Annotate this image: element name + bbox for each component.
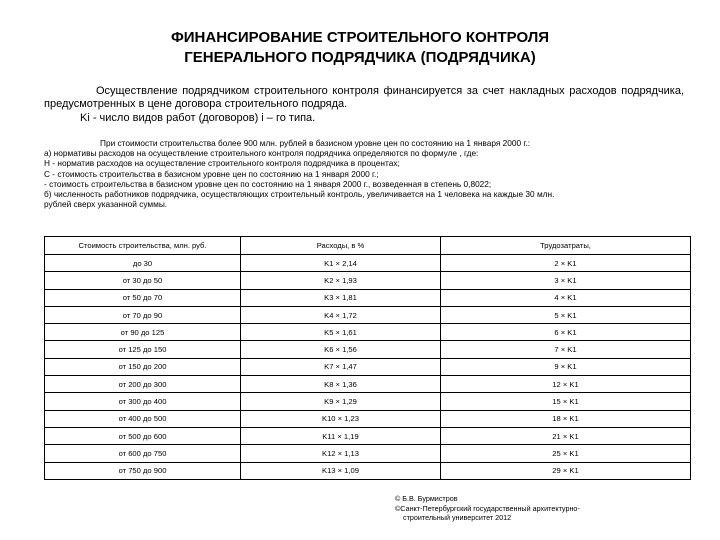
header-expenses: Расходы, в % [241, 237, 441, 255]
table-row [45, 462, 691, 479]
table-row [45, 324, 691, 341]
condition-line: рублей сверх указанной суммы. [44, 199, 168, 210]
cell-expenses: K1 × 2,14 [241, 255, 441, 272]
condition-line: б) численность работников подрядчика, осуществляющих строительный контроль, увеличивается на 1 человека на каждые 30 млн. [44, 189, 555, 200]
conditions-block [44, 138, 686, 209]
cell-expenses: K7 × 1,47 [241, 358, 441, 375]
cell-labor: 9 × K1 [441, 358, 691, 375]
condition-line: При стоимости строительства более 900 млн. рублей в базисном уровне цен по состоянию на 1 января 2000 г.: [100, 138, 531, 148]
title-line-2: ГЕНЕРАЛЬНОГО ПОДРЯДЧИКА (ПОДРЯДЧИКА) [184, 49, 536, 66]
table-row [45, 376, 691, 393]
condition-line: Н - норматив расходов на осуществление строительного контроля подрядчика в процентах; [44, 158, 400, 169]
cell-expenses: K6 × 1,56 [241, 341, 441, 358]
table-row [45, 358, 691, 375]
table-row [45, 445, 691, 462]
table-row [45, 427, 691, 444]
condition-line: - стоимость строительства в базисном уровне цен по состоянию на 1 января 2000 г., возведенная в степень 0,8022; [44, 178, 492, 189]
copyright-university-cont: строительный университет 2012 [403, 513, 512, 522]
intro-text [44, 85, 684, 125]
cost-table [44, 236, 691, 480]
cell-cost: от 150 до 200 [45, 358, 241, 375]
cell-cost: от 50 до 70 [45, 289, 241, 306]
condition-line: а) нормативы расходов на осуществление строительного контроля подрядчика определяются по формуле , где: [44, 148, 479, 159]
cell-expenses: K11 × 1,19 [241, 427, 441, 444]
table-row [45, 255, 691, 272]
table-row [45, 272, 691, 289]
cell-cost: от 125 до 150 [45, 341, 241, 358]
cell-expenses: K12 × 1,13 [241, 445, 441, 462]
cell-cost: от 200 до 300 [45, 376, 241, 393]
cell-labor: 15 × K1 [441, 393, 691, 410]
table-row [45, 306, 691, 323]
cell-labor: 25 × K1 [441, 445, 691, 462]
cell-labor: 3 × K1 [441, 272, 691, 289]
cell-labor: 2 × K1 [441, 255, 691, 272]
table-row [45, 410, 691, 427]
cell-labor: 21 × K1 [441, 427, 691, 444]
copyright-block [395, 494, 580, 523]
cell-expenses: K13 × 1,09 [241, 462, 441, 479]
cell-cost: от 400 до 500 [45, 410, 241, 427]
ki-definition: Ki - число видов работ (договоров) i – го типа. [80, 112, 316, 124]
cell-expenses: K5 × 1,61 [241, 324, 441, 341]
title-line-1: ФИНАНСИРОВАНИЕ СТРОИТЕЛЬНОГО КОНТРОЛЯ [170, 29, 550, 46]
cell-labor: 7 × K1 [441, 341, 691, 358]
intro-paragraph: Осуществление подрядчиком строительного контроля финансируется за счет накладных расходов подрядчика, предусмотренных в цене договора строительного подряда. [44, 85, 684, 110]
page-title [0, 28, 720, 68]
cell-expenses: K4 × 1,72 [241, 306, 441, 323]
cell-cost: от 600 до 750 [45, 445, 241, 462]
copyright-university: ©Санкт-Петербургский государственный архитектурно- [395, 503, 580, 513]
table-row [45, 393, 691, 410]
cell-expenses: K8 × 1,36 [241, 376, 441, 393]
cell-cost: до 30 [45, 255, 241, 272]
cell-cost: от 70 до 90 [45, 306, 241, 323]
table-body [45, 255, 691, 480]
cell-cost: от 90 до 125 [45, 324, 241, 341]
table-header-row [45, 237, 691, 255]
cell-cost: от 300 до 400 [45, 393, 241, 410]
table-row [45, 341, 691, 358]
cell-labor: 4 × K1 [441, 289, 691, 306]
copyright-author: © Б.В. Бурмистров [395, 494, 458, 503]
cell-labor: 6 × K1 [441, 324, 691, 341]
cell-labor: 5 × K1 [441, 306, 691, 323]
cell-expenses: K2 × 1,93 [241, 272, 441, 289]
cell-labor: 18 × K1 [441, 410, 691, 427]
header-cost: Стоимость строительства, млн. руб. [45, 237, 241, 255]
header-labor: Трудозатраты, [441, 237, 691, 255]
cell-cost: от 30 до 50 [45, 272, 241, 289]
cell-labor: 29 × K1 [441, 462, 691, 479]
condition-line: С - стоимость строительства в базисном уровне цен по состоянию на 1 января 2000 г.; [44, 168, 379, 179]
cell-cost: от 750 до 900 [45, 462, 241, 479]
cell-cost: от 500 до 600 [45, 427, 241, 444]
cell-labor: 12 × K1 [441, 376, 691, 393]
table-row [45, 289, 691, 306]
cell-expenses: K10 × 1,23 [241, 410, 441, 427]
cell-expenses: K3 × 1,81 [241, 289, 441, 306]
cell-expenses: K9 × 1,29 [241, 393, 441, 410]
